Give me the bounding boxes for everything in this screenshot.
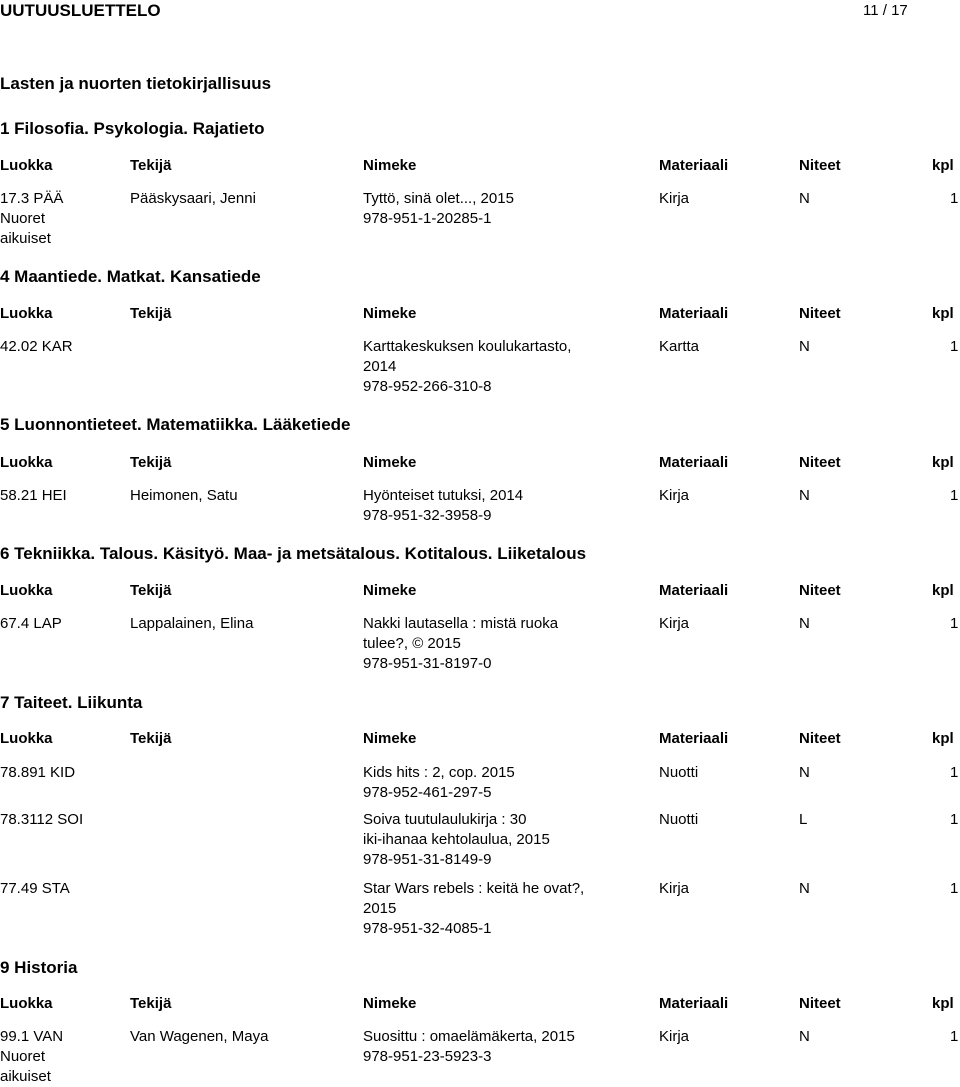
cell-kpl: 1 bbox=[950, 487, 959, 504]
nimeke-line: 978-951-23-5923-3 bbox=[363, 1048, 492, 1065]
cell-kpl: 1 bbox=[950, 338, 959, 355]
section-title: 4 Maantiede. Matkat. Kansatiede bbox=[0, 267, 261, 286]
nimeke-line: 2015 bbox=[363, 900, 397, 917]
cell-materiaali: Kirja bbox=[659, 190, 690, 207]
cell-luokka bbox=[0, 486, 120, 506]
cell-luokka bbox=[0, 879, 120, 899]
cell-kpl: 1 bbox=[950, 1028, 959, 1045]
luokka-line: 67.4 LAP bbox=[0, 615, 62, 632]
col-luokka: Luokka bbox=[0, 305, 53, 322]
cell-nimeke bbox=[363, 189, 593, 229]
nimeke-line: Hyönteiset tutuksi, 2014 bbox=[363, 487, 524, 504]
section-title: 1 Filosofia. Psykologia. Rajatieto bbox=[0, 119, 265, 138]
nimeke-line: tulee?, © 2015 bbox=[363, 635, 461, 652]
nimeke-line: Star Wars rebels : keitä he ovat?, bbox=[363, 880, 585, 897]
col-materiaali: Materiaali bbox=[659, 454, 729, 471]
luokka-line: Nuoret bbox=[0, 210, 46, 227]
catalog-title: UUTUUSLUETTELO bbox=[0, 1, 161, 20]
nimeke-line: 978-952-266-310-8 bbox=[363, 378, 492, 395]
col-kpl: kpl bbox=[932, 157, 954, 174]
cell-nimeke bbox=[363, 879, 593, 939]
cell-materiaali: Kirja bbox=[659, 880, 690, 897]
col-kpl: kpl bbox=[932, 454, 954, 471]
table-header bbox=[0, 995, 960, 1015]
col-tekija: Tekijä bbox=[130, 157, 172, 174]
nimeke-line: 978-951-1-20285-1 bbox=[363, 210, 492, 227]
col-kpl: kpl bbox=[932, 305, 954, 322]
cell-luokka bbox=[0, 614, 120, 634]
cell-tekija: Lappalainen, Elina bbox=[130, 615, 254, 632]
nimeke-line: 2014 bbox=[363, 358, 397, 375]
luokka-line: aikuiset bbox=[0, 1068, 51, 1085]
cell-niteet: N bbox=[799, 487, 810, 504]
cell-luokka bbox=[0, 810, 120, 830]
luokka-line: Nuoret bbox=[0, 1048, 46, 1065]
cell-niteet: N bbox=[799, 1028, 810, 1045]
luokka-line: aikuiset bbox=[0, 230, 51, 247]
table-header bbox=[0, 157, 960, 177]
col-luokka: Luokka bbox=[0, 730, 53, 747]
col-nimeke: Nimeke bbox=[363, 582, 417, 599]
cell-nimeke bbox=[363, 1027, 593, 1067]
nimeke-line: 978-952-461-297-5 bbox=[363, 784, 492, 801]
cell-tekija: Heimonen, Satu bbox=[130, 487, 238, 504]
col-kpl: kpl bbox=[932, 995, 954, 1012]
nimeke-line: Suosittu : omaelämäkerta, 2015 bbox=[363, 1028, 575, 1045]
cell-kpl: 1 bbox=[950, 615, 959, 632]
col-tekija: Tekijä bbox=[130, 582, 172, 599]
col-kpl: kpl bbox=[932, 730, 954, 747]
cell-kpl: 1 bbox=[950, 764, 959, 781]
cell-nimeke bbox=[363, 486, 593, 526]
nimeke-line: iki-ihanaa kehtolaulua, 2015 bbox=[363, 831, 550, 848]
nimeke-line: Nakki lautasella : mistä ruoka bbox=[363, 615, 559, 632]
col-nimeke: Nimeke bbox=[363, 157, 417, 174]
col-niteet: Niteet bbox=[799, 582, 841, 599]
nimeke-line: 978-951-32-4085-1 bbox=[363, 920, 492, 937]
luokka-line: 99.1 VAN bbox=[0, 1028, 64, 1045]
cell-luokka bbox=[0, 1027, 120, 1087]
nimeke-line: Kids hits : 2, cop. 2015 bbox=[363, 764, 515, 781]
section-title: 5 Luonnontieteet. Matematiikka. Lääketiede bbox=[0, 415, 351, 434]
cell-kpl: 1 bbox=[950, 880, 959, 897]
col-nimeke: Nimeke bbox=[363, 454, 417, 471]
section-title: 7 Taiteet. Liikunta bbox=[0, 693, 143, 712]
col-luokka: Luokka bbox=[0, 995, 53, 1012]
cell-niteet: N bbox=[799, 615, 810, 632]
cell-niteet: N bbox=[799, 880, 810, 897]
col-luokka: Luokka bbox=[0, 582, 53, 599]
section-title: 6 Tekniikka. Talous. Käsityö. Maa- ja metsätalous. Kotitalous. Liiketalous bbox=[0, 544, 587, 563]
cell-nimeke bbox=[363, 810, 593, 870]
col-materiaali: Materiaali bbox=[659, 995, 729, 1012]
col-materiaali: Materiaali bbox=[659, 157, 729, 174]
col-tekija: Tekijä bbox=[130, 305, 172, 322]
table-header bbox=[0, 582, 960, 602]
col-luokka: Luokka bbox=[0, 157, 53, 174]
luokka-line: 17.3 PÄÄ bbox=[0, 190, 64, 207]
table-header bbox=[0, 730, 960, 750]
cell-materiaali: Nuotti bbox=[659, 764, 699, 781]
cell-luokka bbox=[0, 337, 120, 357]
col-tekija: Tekijä bbox=[130, 454, 172, 471]
nimeke-line: Soiva tuutulaulukirja : 30 bbox=[363, 811, 527, 828]
cell-niteet: L bbox=[799, 811, 808, 828]
cell-nimeke bbox=[363, 614, 593, 674]
nimeke-line: 978-951-32-3958-9 bbox=[363, 507, 492, 524]
col-kpl: kpl bbox=[932, 582, 954, 599]
luokka-line: 78.891 KID bbox=[0, 764, 76, 781]
cell-luokka bbox=[0, 189, 120, 249]
cell-materiaali: Kirja bbox=[659, 615, 690, 632]
table-header bbox=[0, 454, 960, 474]
luokka-line: 42.02 KAR bbox=[0, 338, 73, 355]
col-materiaali: Materiaali bbox=[659, 305, 729, 322]
cell-materiaali: Kirja bbox=[659, 1028, 690, 1045]
luokka-line: 77.49 STA bbox=[0, 880, 70, 897]
section-title: 9 Historia bbox=[0, 958, 78, 977]
luokka-line: 58.21 HEI bbox=[0, 487, 67, 504]
col-luokka: Luokka bbox=[0, 454, 53, 471]
col-niteet: Niteet bbox=[799, 454, 841, 471]
cell-materiaali: Nuotti bbox=[659, 811, 699, 828]
cell-materiaali: Kirja bbox=[659, 487, 690, 504]
cell-niteet: N bbox=[799, 764, 810, 781]
col-niteet: Niteet bbox=[799, 730, 841, 747]
nimeke-line: 978-951-31-8197-0 bbox=[363, 655, 492, 672]
table-header bbox=[0, 305, 960, 325]
nimeke-line: Karttakeskuksen koulukartasto, bbox=[363, 338, 572, 355]
cell-nimeke bbox=[363, 337, 593, 397]
col-niteet: Niteet bbox=[799, 157, 841, 174]
luokka-line: 78.3112 SOI bbox=[0, 811, 84, 828]
cell-niteet: N bbox=[799, 190, 810, 207]
col-nimeke: Nimeke bbox=[363, 995, 417, 1012]
col-niteet: Niteet bbox=[799, 995, 841, 1012]
cell-kpl: 1 bbox=[950, 190, 959, 207]
cell-materiaali: Kartta bbox=[659, 338, 700, 355]
col-tekija: Tekijä bbox=[130, 995, 172, 1012]
cell-tekija: Pääskysaari, Jenni bbox=[130, 190, 256, 207]
cell-nimeke bbox=[363, 763, 593, 803]
col-nimeke: Nimeke bbox=[363, 730, 417, 747]
col-nimeke: Nimeke bbox=[363, 305, 417, 322]
col-niteet: Niteet bbox=[799, 305, 841, 322]
collection-title: Lasten ja nuorten tietokirjallisuus bbox=[0, 74, 272, 93]
col-tekija: Tekijä bbox=[130, 730, 172, 747]
cell-kpl: 1 bbox=[950, 811, 959, 828]
col-materiaali: Materiaali bbox=[659, 582, 729, 599]
cell-tekija: Van Wagenen, Maya bbox=[130, 1028, 269, 1045]
nimeke-line: Tyttö, sinä olet..., 2015 bbox=[363, 190, 514, 207]
cell-niteet: N bbox=[799, 338, 810, 355]
cell-luokka bbox=[0, 763, 120, 783]
page-number: 11 / 17 bbox=[863, 2, 908, 19]
col-materiaali: Materiaali bbox=[659, 730, 729, 747]
nimeke-line: 978-951-31-8149-9 bbox=[363, 851, 492, 868]
